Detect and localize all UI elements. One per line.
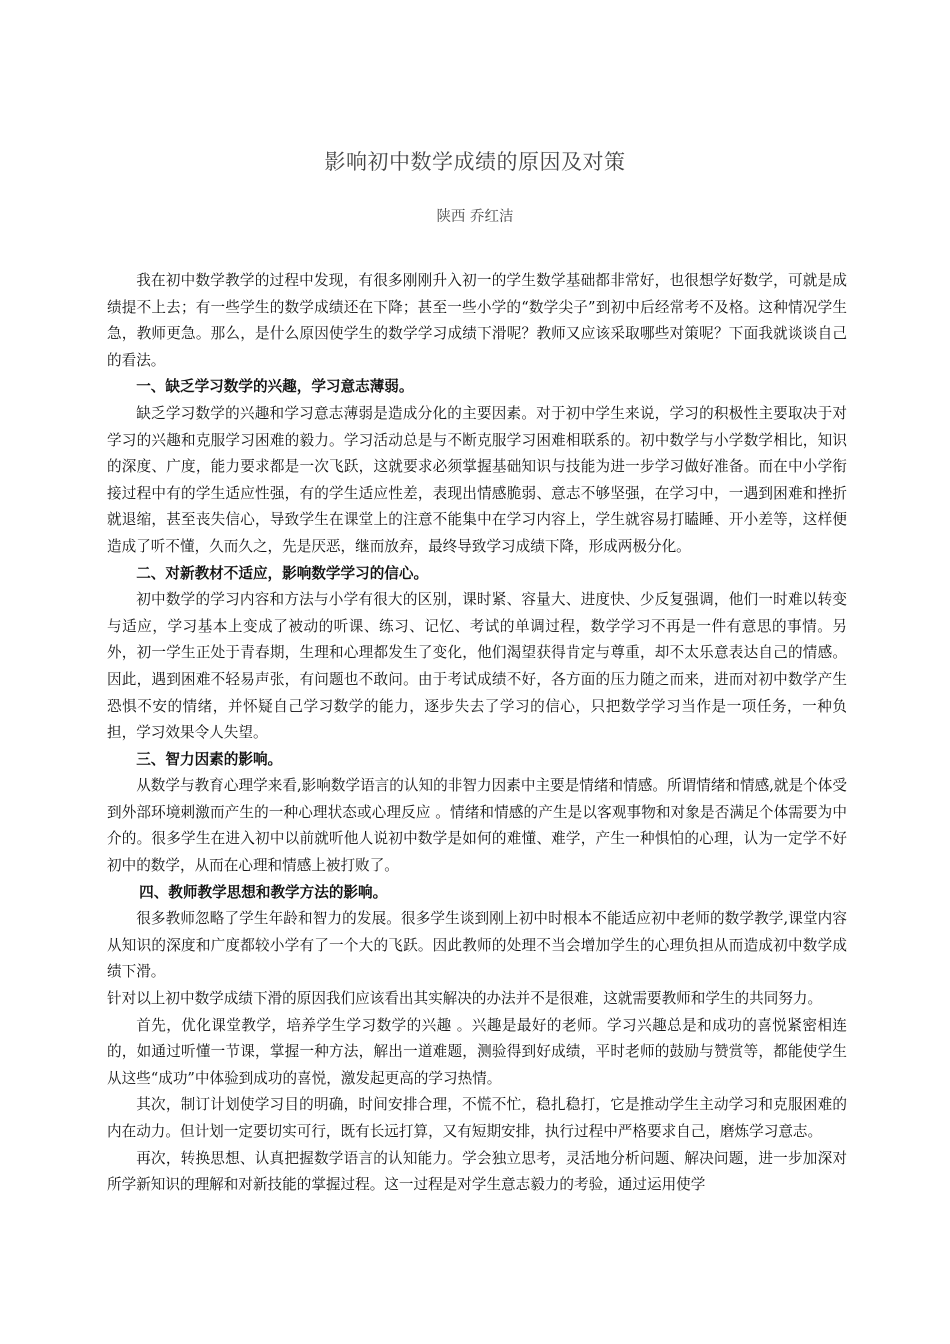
- intro-paragraph: 我在初中数学教学的过程中发现，有很多刚刚升入初一的学生数学基础都非常好，也很想学好数学，可就是成绩提不上去；有一些学生的数学成绩还在下降；甚至一些小学的“数学尖子”到初中后经常考不及格。这种情况学生急，教师更急。那么，是什么原因使学生的数学学习成绩下滑呢？教师又应该采取哪些对策呢？下面我就谈谈自己的看法。: [107, 272, 847, 369]
- section-heading-3: 三、智力因素的影响。: [136, 750, 283, 768]
- body-paragraph: 很多教师忽略了学生年龄和智力的发展。很多学生谈到刚上初中时根本不能适应初中老师的数学教学,课堂内容从知识的深度和广度都较小学有了一个大的飞跃。因此教师的处理不当会增加学生的心理负担从而造成初中数学成绩下滑。: [107, 910, 847, 981]
- body-paragraph: 再次，转换思想、认真把握数学语言的认知能力。学会独立思考，灵活地分析问题、解决问题，进一步加深对所学新知识的理解和对新技能的掌握过程。这一过程是对学生意志毅力的考验，通过运用使学: [107, 1149, 847, 1194]
- document-author: 陕西 乔红洁: [436, 209, 514, 225]
- body-paragraph: 针对以上初中数学成绩下滑的原因我们应该看出其实解决的办法并不是很难，这就需要教师和学生的共同努力。: [107, 990, 823, 1008]
- body-paragraph: 首先，优化课堂教学，培养学生学习数学的兴趣 。兴趣是最好的老师。学习兴趣总是和成功的喜悦紧密相连的，如通过听懂一节课，掌握一种方法，解出一道难题，测验得到好成绩，平时老师的鼓励与赞赏等，都能使学生从这些“成功”中体验到成功的喜悦，激发起更高的学习热情。: [107, 1016, 847, 1087]
- section-heading-1: 一、缺乏学习数学的兴趣，学习意志薄弱。: [136, 378, 414, 396]
- body-paragraph: 初中数学的学习内容和方法与小学有很大的区别，课时紧、容量大、进度快、少反复强调，他们一时难以转变与适应，学习基本上变成了被动的听课、练习、记忆、考试的单调过程，数学学习不再是一件有意思的事情。另外，初一学生正处于青春期，生理和心理都发生了变化，他们渴望获得肯定与尊重，却不太乐意表达自己的情感。因此，遇到困难不轻易声张，有问题也不敢问。由于考试成绩不好，各方面的压力随之而来，进而对初中数学产生恐惧不安的情绪，并怀疑自己学习数学的能力，逐步失去了学习的信心，只把数学学习当作是一项任务，一种负担，学习效果令人失望。: [107, 591, 847, 742]
- document-title: 影响初中数学成绩的原因及对策: [324, 150, 626, 174]
- section-heading-4: 四、教师教学思想和教学方法的影响。: [139, 883, 388, 901]
- body-paragraph: 从数学与教育心理学来看,影响数学语言的认知的非智力因素中主要是情绪和情感。所谓情绪和情感,就是个体受到外部环境刺激而产生的一种心理状态或心理反应 。情绪和情感的产生是以客观事物和对象是否满足个体需要为中介的。很多学生在进入初中以前就听他人说初中数学是如何的难懂、难学，产生一种惧怕的心理，认为一定学不好初中的数学，从而在心理和情感上被打败了。: [107, 777, 847, 875]
- body-paragraph: 其次，制订计划使学习目的明确，时间安排合理，不慌不忙，稳扎稳打，它是推动学生主动学习和克服困难的内在动力。但计划一定要切实可行，既有长远打算，又有短期安排，执行过程中严格要求自己，磨炼学习意志。: [107, 1096, 847, 1140]
- section-heading-2: 二、对新教材不适应，影响数学学习的信心。: [136, 564, 429, 582]
- body-paragraph: 缺乏学习数学的兴趣和学习意志薄弱是造成分化的主要因素。对于初中学生来说，学习的积极性主要取决于对学习的兴趣和克服学习困难的毅力。学习活动总是与不断克服学习困难相联系的。初中数学与小学数学相比，知识的深度、广度，能力要求都是一次飞跃，这就要求必须掌握基础知识与技能为进一步学习做好准备。而在中小学衔接过程中有的学生适应性强，有的学生适应性差，表现出情感脆弱、意志不够坚强，在学习中，一遇到困难和挫折就退缩，甚至丧失信心，导致学生在课堂上的注意不能集中在学习内容上，学生就容易打瞌睡、开小差等，这样便造成了听不懂，久而久之，先是厌恶，继而放弃，最终导致学习成绩下降，形成两极分化。: [107, 404, 847, 555]
- document-body: [107, 268, 847, 1199]
